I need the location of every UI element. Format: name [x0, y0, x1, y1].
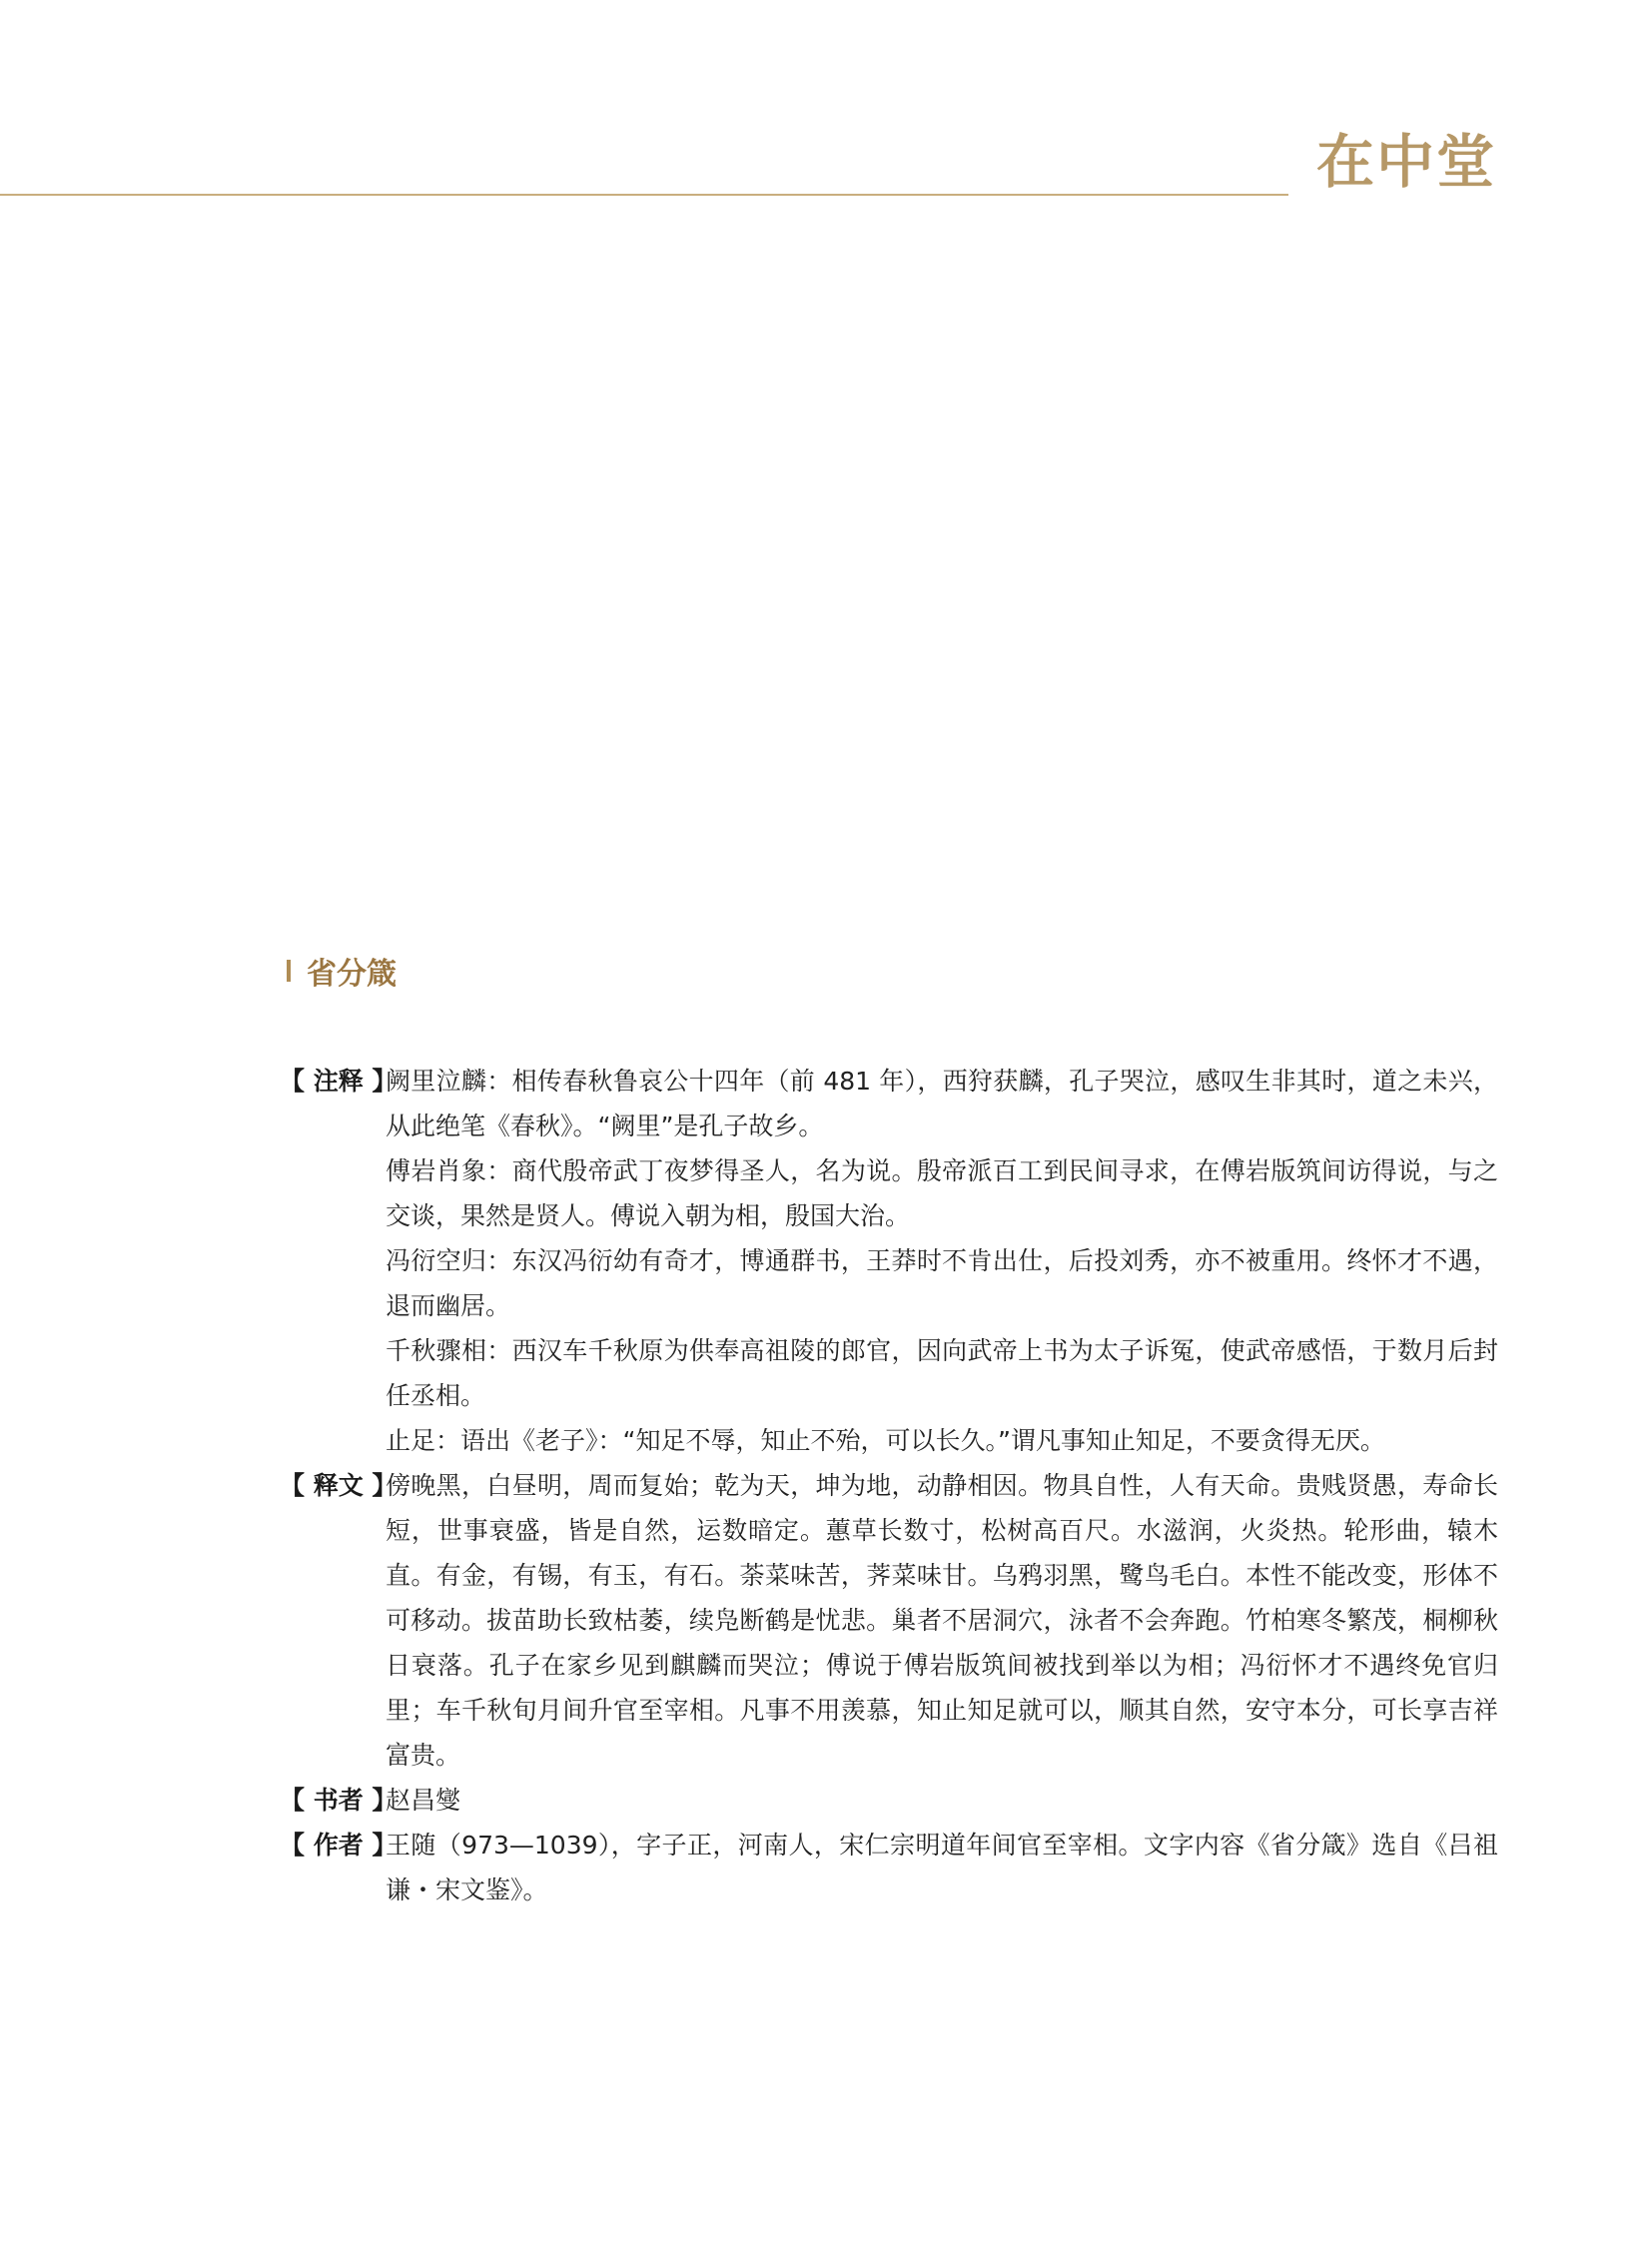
entry-calligrapher [280, 1778, 1498, 1823]
entry-list [280, 1059, 1498, 1912]
entry-translation [280, 1463, 1498, 1778]
entry-author [280, 1823, 1498, 1912]
note-paragraph: 阙里泣麟：相传春秋鲁哀公十四年（前 481 年），西狩获麟，孔子哭泣，感叹生非其时，道之未兴，从此绝笔《春秋》。“阙里”是孔子故乡。 [386, 1067, 1498, 1140]
header-divider-line [0, 194, 1288, 196]
note-paragraph: 傅岩肖象：商代殷帝武丁夜梦得圣人，名为说。殷帝派百工到民间寻求，在傅岩版筑间访得说，与之交谈，果然是贤人。傅说入朝为相，殷国大治。 [386, 1156, 1498, 1230]
entry-label-author: 【 作者 】 [280, 1831, 398, 1860]
entry-notes [280, 1059, 1498, 1463]
note-paragraph: 千秋骤相：西汉车千秋原为供奉高祖陵的郎官，因向武帝上书为太子诉冤，使武帝感悟，于数月后封任丞相。 [386, 1336, 1498, 1410]
calligrapher-name: 赵昌燮 [386, 1786, 461, 1815]
entry-label-translation: 【 释文 】 [280, 1471, 398, 1500]
header-title: 在中堂 [1316, 128, 1497, 196]
note-paragraph: 冯衍空归：东汉冯衍幼有奇才，博通群书，王莽时不肯出仕，后投刘秀，亦不被重用。终怀才不遇，退而幽居。 [386, 1246, 1498, 1320]
entry-body-translation [386, 1463, 1498, 1778]
entry-label-notes: 【 注释 】 [280, 1067, 398, 1096]
section-marker-bar [287, 960, 291, 982]
section-heading [287, 949, 397, 993]
author-paragraph: 王随（973—1039），字子正，河南人，宋仁宗明道年间官至宰相。文字内容《省分箴》选自《吕祖谦・宋文鉴》。 [386, 1831, 1498, 1904]
note-paragraph: 止足：语出《老子》：“知足不辱，知止不殆，可以长久。”谓凡事知止知足，不要贪得无厌。 [386, 1426, 1385, 1455]
entry-body-calligrapher [386, 1778, 1498, 1823]
entry-label-calligrapher: 【 书者 】 [280, 1786, 398, 1815]
section-title: 省分箴 [307, 957, 397, 992]
entry-body-notes [386, 1059, 1498, 1463]
translation-paragraph: 傍晚黑，白昼明，周而复始；乾为天，坤为地，动静相因。物具自性，人有天命。贵贱贤愚，寿命长短，世事衰盛，皆是自然，运数暗定。蕙草长数寸，松树高百尺。水滋润，火炎热。轮形曲，辕木直。有金，有锡，有玉，有石。荼菜味苦，荠菜味甘。乌鸦羽黑，鹭鸟毛白。本性不能改变，形体不可移动。拔苗助长致枯萎，续凫断鹤是忧悲。巢者不居洞穴，泳者不会奔跑。竹柏寒冬繁茂，桐柳秋日衰落。孔子在家乡见到麒麟而哭泣；傅说于傅岩版筑间被找到举以为相；冯衍怀才不遇终免官归里；车千秋旬月间升官至宰相。凡事不用羡慕，知止知足就可以，顺其自然，安守本分，可长享吉祥富贵。 [386, 1471, 1498, 1770]
entry-body-author [386, 1823, 1498, 1912]
